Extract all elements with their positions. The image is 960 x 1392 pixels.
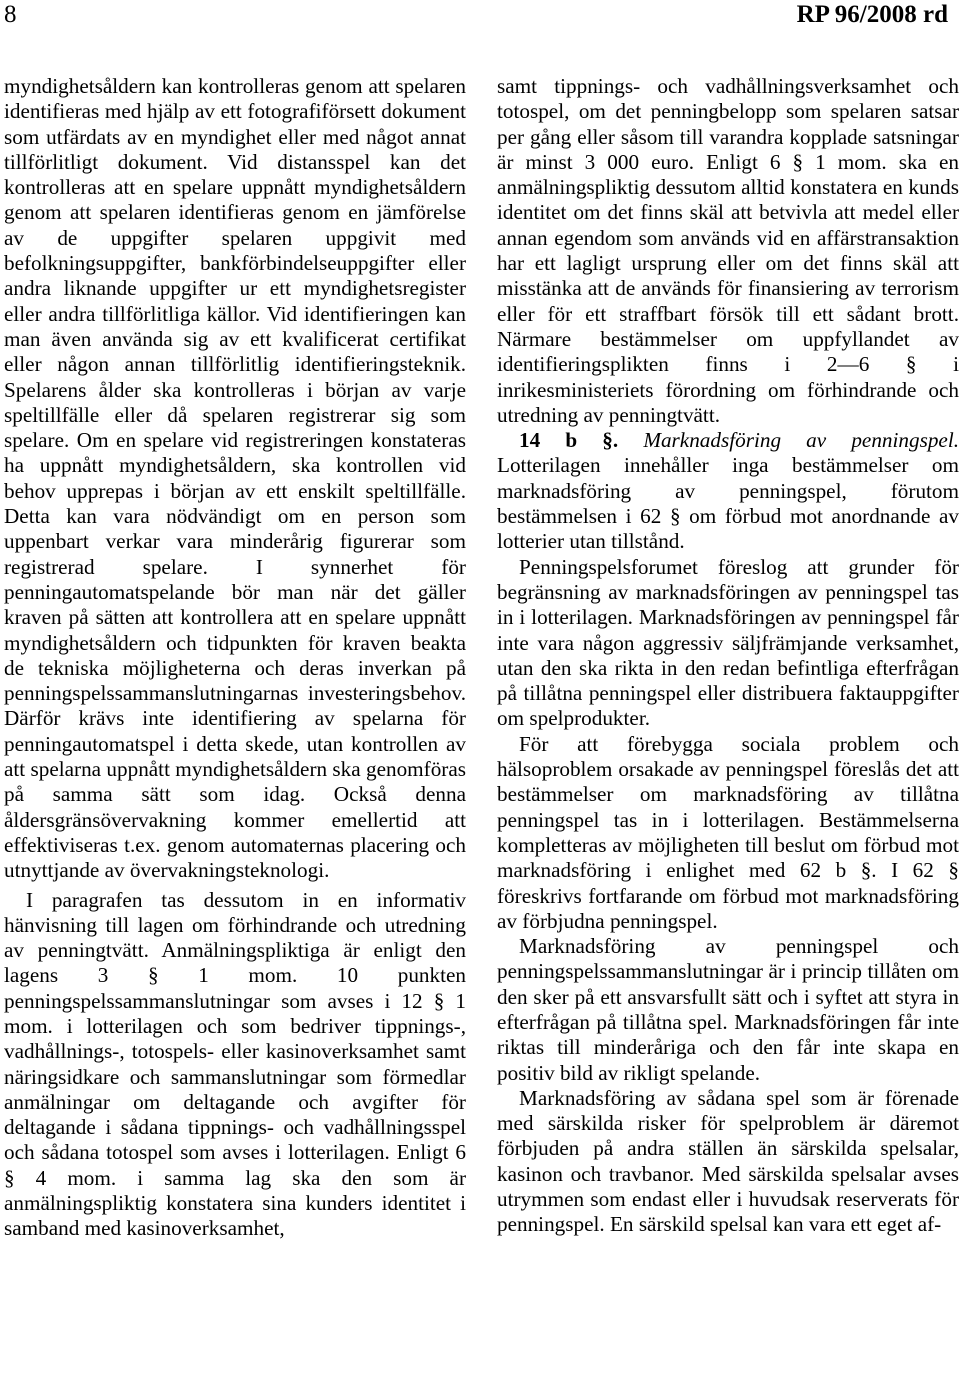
right-paragraph-1: samt tippnings- och vadhållningsverksamhet och totospel, om det penningbelopp som spelaren satsar per gång eller såsom till varandra kopplade satsningar är minst 3 000 euro. Enligt 6 § 1 mom. ska en anmälningspliktig dessutom alltid konstatera en kunds identitet om det finns skäl att betvivla att medel eller annan egendom som används vid en affärstransaktion har ett lagligt ursprung eller om det finns skäl att misstänka att de används för finansiering av terrorism eller för ett straffbart försök till ett sådant brott. Närmare bestämmelser om uppfyllandet av identifieringsplikten finns i 2—6 § i inrikesministeriets förordning om förhindrande och utredning av penningtvätt. bbox=[497, 74, 959, 427]
section-14b bbox=[497, 428, 959, 554]
left-column bbox=[4, 74, 466, 1242]
right-paragraph-4: Marknadsföring av penningspel och penningspelssammanslutningar är i princip tillåten om den sker på ett ansvarsfullt sätt och i syftet att styra in efterfrågan på tillåtna spel. Marknadsföringen får inte riktas till minderåriga och den får inte skapa en positiv bild av rikligt spelande. bbox=[497, 934, 959, 1085]
right-column bbox=[497, 74, 959, 1238]
section-text: Lotterilagen innehåller inga bestämmelser om marknadsföring av penningspel, förutom bestämmelsen i 62 § om förbud mot anordnande av lotterier utan tillstånd. bbox=[497, 453, 959, 554]
left-paragraph-1: myndighetsåldern kan kontrolleras genom att spelaren identifieras med hjälp av ett fotografiförsett dokument som utfärdats av en myndighet eller med något annat tillförlitligt dokument. Vid distansspel kan det kontrolleras att en spelare uppnått myndighetsåldern genom att spelaren identifieras genom en jämförelse av de uppgifter spelaren uppgivit med befolkningsuppgifter, bankförbindelseuppgifter eller andra liknande uppgifter ur ett myndighetsregister eller andra tillförlitliga källor. Vid identifieringen kan man även använda sig av ett kvalificerat certifikat eller någon annan tillförlitlig identifieringsteknik. Spelarens ålder ska kontrolleras i början av varje speltillfälle eller då spelaren registrerar sig som spelare. Om en spelare vid registreringen konstateras ha uppnått myndighetsåldern, ska kontrollen vid behov upprepas i början av ett enskilt speltillfälle. Detta kan vara nödvändigt om en person som uppenbart verkar vara minderårig figurerar som registrerad spelare. I synnerhet för penningautomatspelande bör man när det gäller kraven på sätten att kontrollera att en spelare uppnått myndighetsåldern och tidpunkten för kraven beakta de tekniska möjligheterna och deras inverkan på penningspelssammanslutningarnas investeringsbehov. Därför krävs inte identifiering av spelarna för penningautomatspel i detta skede, utan kontrollen av att spelarna uppnått myndighetsåldern ska genomföras på samma sätt som idag. Också denna åldersgränsövervakning kommer emellertid att effektiviseras t.ex. genom automaternas placering och utnyttjande av övervakningsteknologi. bbox=[4, 74, 466, 883]
right-paragraph-3: För att förebygga sociala problem och hälsoproblem orsakade av penningspel föreslås det att bestämmelser om marknadsföring av tillåtna penningspel tas in i lotterilagen. Bestämmelserna kompletteras av möjligheten till beslut om förbud mot marknadsföring i enlighet med 62 b §. I 62 § föreskrivs fortfarande om förbud mot marknadsföring av förbjudna penningspel. bbox=[497, 731, 959, 933]
page-header bbox=[0, 0, 960, 44]
right-paragraph-5: Marknadsföring av sådana spel som är förenade med särskilda risker för spelproblem är däremot förbjuden på andra ställen än särskilda spelsalar, kasinon och travbanor. Med särskilda spelsalar avses utrymmen som endast eller i huvudsak reserverats för penningspel. En särskild spelsal kan vara ett eget af- bbox=[497, 1085, 959, 1237]
left-paragraph-2: I paragrafen tas dessutom in en informativ hänvisning till lagen om förhindrande och utredning av penningtvätt. Anmälningspliktiga är enligt den lagens 3 § 1 mom. 10 punkten penningspelssammanslutningar som avses i 12 § 1 mom. i lotterilagen och som bedriver tippnings-, vadhållnings-, totospels- eller kasinoverksamhet samt näringsidkare och sammanslutningar som förmedlar anmälningar om deltagande och avgifter för deltagande i sådana tippnings- och vadhållningsspel och sådana totospel som avses i lotterilagen. Enligt 6 § 4 mom. i samma lag ska den som är anmälningspliktig konstatera sina kunders identitet i samband med kasinoverksamhet, bbox=[4, 887, 466, 1241]
right-paragraph-2: Penningspelsforumet föreslog att grunder för begränsning av marknadsföringen av penningspel tas in i lotterilagen. Marknadsföringen av penningspel får inte vara någon aggressiv säljfrämjande verksamhet, utan den ska rikta in den redan befintliga efterfrågan på tillåtna penningspel eller distribuera faktauppgifter om spelprodukter. bbox=[497, 554, 959, 731]
section-number: 14 b §. bbox=[519, 428, 619, 453]
section-title: Marknadsföring av penningspel. bbox=[643, 428, 960, 453]
document-reference: RP 96/2008 rd bbox=[796, 1, 948, 28]
page-number: 8 bbox=[4, 1, 17, 28]
